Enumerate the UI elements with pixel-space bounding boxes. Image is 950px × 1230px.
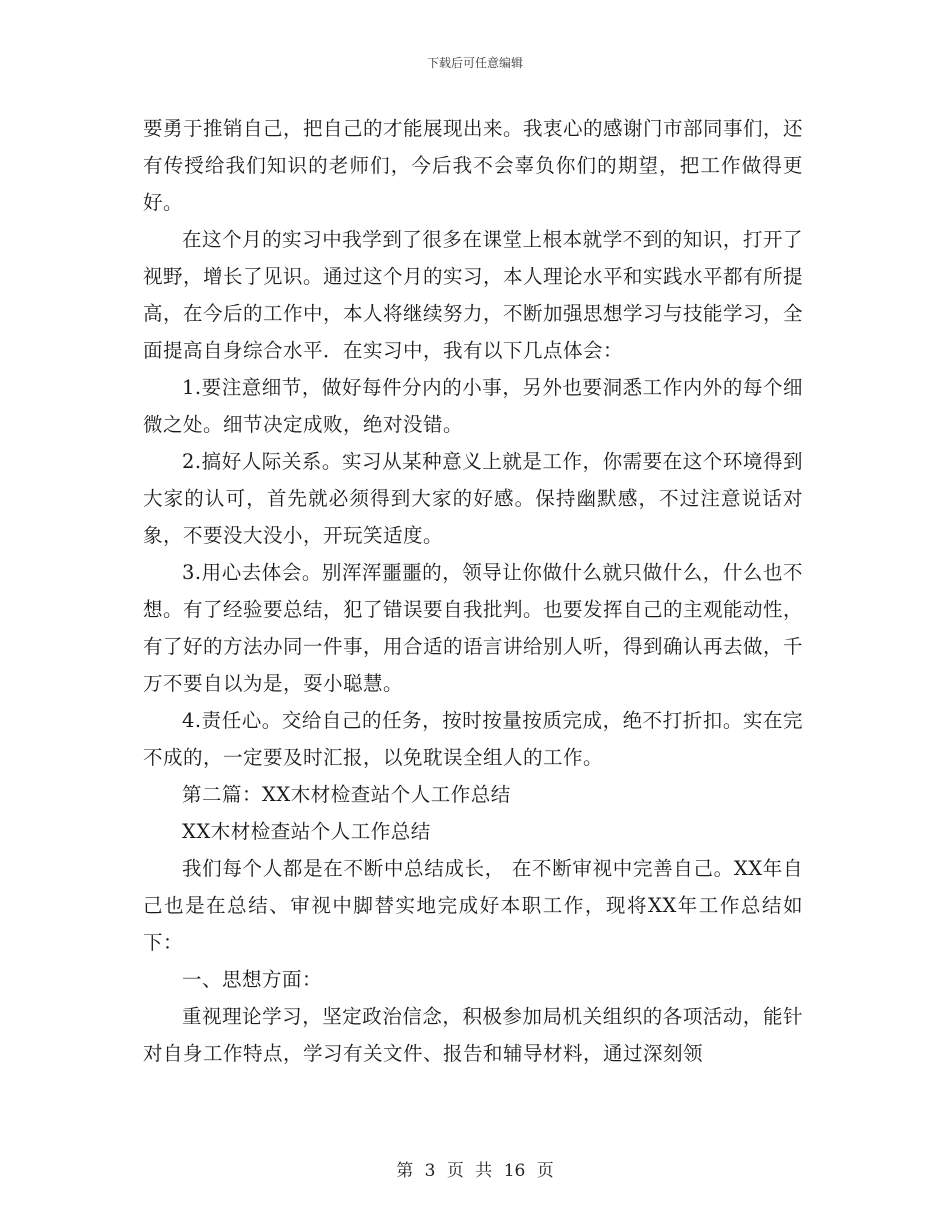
section-heading: 第二篇：XX木材检查站个人工作总结 — [182, 783, 511, 806]
paragraph: 重视理论学习，坚定政治信念，积极参加局机关组织的各项活动，能针对自身工作特点，学习有关文件、报告和辅导材料，通过深刻领 — [143, 1005, 803, 1065]
document-body — [143, 110, 803, 1072]
paragraph: 我们每个人都是在不断中总结成长， 在不断审视中完善自己。XX年自己也是在总结、审视中脚替实地完成好本职工作，现将XX年工作总结如下： — [143, 857, 803, 954]
header-note: 下载后可任意编辑 — [426, 56, 523, 70]
paragraph: 在这个月的实习中我学到了很多在课堂上根本就学不到的知识，打开了视野，增长了见识。通过这个月的实习，本人理论水平和实践水平都有所提高，在今后的工作中，本人将继续努力，不断加强思想学习与技能学习，全面提高自身综合水平．在实习中，我有以下几点体会： — [143, 228, 804, 362]
list-item: 4.责任心。交给自己的任务，按时按量按质完成，绝不打折扣。实在完不成的，一定要及时汇报，以免耽误全组人的工作。 — [143, 709, 803, 769]
list-item: 2.搞好人际关系。实习从某种意义上就是工作，你需要在这个环境得到大家的认可，首先就必须得到大家的好感。保持幽默感，不过注意说话对象，不要没大没小，开玩笑适度。 — [143, 450, 803, 547]
list-item: 3.用心去体会。别浑浑噩噩的，领导让你做什么就只做什么，什么也不想。有了经验要总结，犯了错误要自我批判。也要发挥自己的主观能动性，有了好的方法办同一件事，用合适的语言讲给别人听，得到确认再去做，千万不要自以为是，耍小聪慧。 — [143, 561, 804, 695]
subsection-heading: 一、思想方面： — [182, 968, 323, 991]
document-title: XX木材检查站个人工作总结 — [182, 820, 431, 843]
paragraph: 要勇于推销自己，把自己的才能展现出来。我衷心的感谢门市部同事们，还有传授给我们知识的老师们，今后我不会辜负你们的期望，把工作做得更好。 — [143, 117, 804, 214]
page-number: 第 3 页 共 16 页 — [396, 1161, 554, 1181]
list-item: 1.要注意细节，做好每件分内的小事，另外也要洞悉工作内外的每个细微之处。细节决定成败，绝对没错。 — [143, 376, 803, 436]
